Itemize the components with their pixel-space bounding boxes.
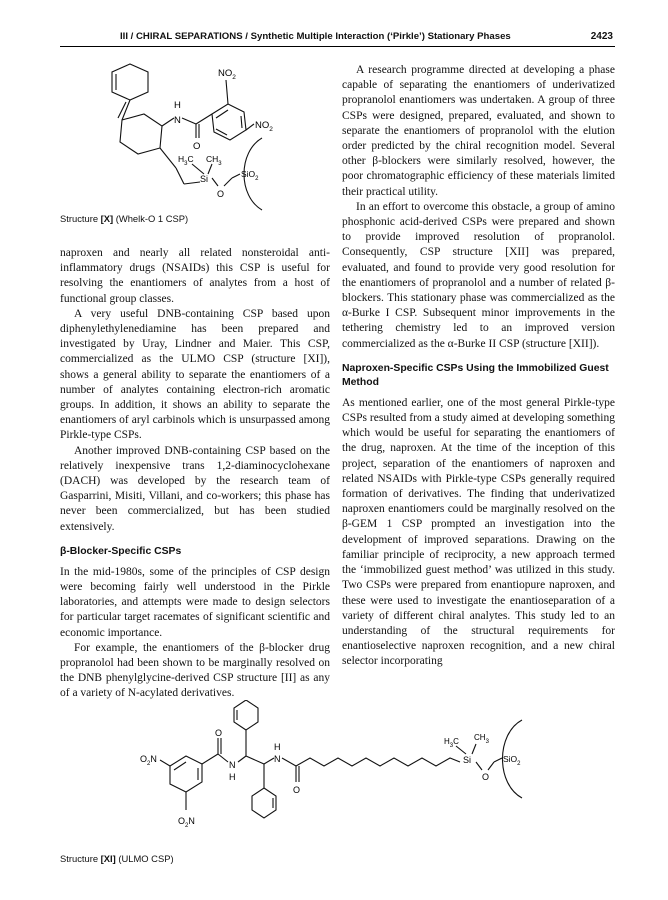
structure-xi-diagram xyxy=(130,700,570,832)
page-number: 2423 xyxy=(590,31,613,42)
running-header-title: III / CHIRAL SEPARATIONS / Synthetic Multiple Interaction (‘Pirkle’) Stationary Phases xyxy=(120,31,511,42)
label-o-carbonyl: O xyxy=(193,141,201,152)
ring-phenyl-lower xyxy=(252,788,276,818)
label-no2-right: $NO_2$ xyxy=(255,120,273,133)
label-h-right: H xyxy=(274,742,281,752)
label-n-left: N xyxy=(229,760,236,770)
label-n-right: N xyxy=(274,754,281,764)
label-o-right-carbonyl: O xyxy=(293,785,301,795)
label-si: Si xyxy=(200,174,209,184)
label-no2-top: $NO_2$ xyxy=(218,68,236,81)
ring-phenyl-upper xyxy=(234,700,258,730)
structure-xi-caption: Structure [XI] (ULMO CSP) xyxy=(60,853,174,864)
right-paragraph-2: In an effort to overcome this obstacle, a group of amino phosphonic acid-derived CSPs were prepared and shown to provide improved resolution of propranolol. Consequently, CSP structure [XII] was prepared, evaluated, and found to provide very good resolution for the enantiomers of propranolol and a number of related β-blockers. This stationary phase was commercialized as the α-Burke I CSP. Subsequent minor improvements in the tethering chemistry led to an improved version commercialized as the α-Burke II CSP (structure [XII]). xyxy=(342,200,615,350)
alkyl-chain xyxy=(296,758,460,766)
section-heading-beta-blocker: β-Blocker-Specific CSPs xyxy=(60,545,182,557)
left-paragraph-4: In the mid-1980s, some of the principles of CSP design were becoming fairly well understood in the Pirkle laboratories, and attempts were made to design selectors for particular target racemates of significant scientific and economic importance. xyxy=(60,565,330,639)
label-h3c: $H_3C$ xyxy=(178,154,194,167)
label-o-siloxane: O xyxy=(217,189,225,199)
label-ch3: $CH_3$ xyxy=(474,733,489,745)
left-column xyxy=(60,246,330,702)
right-paragraph-1: A research programme directed at developing a phase capable of separating the enantiomers of underivatized propranolol enantiomers was undertaken. A group of three CSPs were designed, prepared, evaluated, and shown to separate the enantiomers of propranolol with the elution order predicted by the chiral recognition model. Several other β-blockers were similarly resolved, however, the poor chromatographic efficiency of these materials limited their practical utility. xyxy=(342,64,615,198)
ring-dinitrophenyl xyxy=(170,756,202,792)
right-column xyxy=(342,63,615,670)
section-heading-naproxen: Naproxen-Specific CSPs Using the Immobilized Guest Method xyxy=(342,362,609,388)
left-paragraph-3: Another improved DNB-containing CSP based on the relatively inexpensive trans 1,2-diaminocyclohexane (DACH) was developed by the research team of Gasparrini, Misiti, Villani, and co-workers; this phase has never been commercialized, but has been studied extensively. xyxy=(60,444,330,533)
label-h-left: H xyxy=(229,772,236,782)
left-paragraph-5: For example, the enantiomers of the β-blocker drug propranolol had been shown to be marginally resolved on the DNB phenylglycine-derived CSP structure [II] as any of a variety of N-acylated derivatives. xyxy=(60,641,330,700)
label-h3c: $H_3C$ xyxy=(444,737,459,749)
ring-cyclohexane xyxy=(120,114,162,154)
running-header xyxy=(60,30,615,47)
label-o-siloxane: O xyxy=(482,772,490,782)
right-paragraph-3: As mentioned earlier, one of the most general Pirkle-type CSPs resulted from a study aimed at developing something which would be useful for separating the enantiomers of the drug, naproxen. At the time of the inception of this project, separation of the enantiomers of naproxen and related NSAIDs with Pirkle-type CSPs generally required formation of derivatives. The finding that underivatized naproxen enantiomers could be marginally resolved on the β-GEM 1 CSP prompted an investigation into the development of improved separations. Drawing on the familiar principle of reciprocity, a new approach termed the ‘immobilized guest method’ was utilized in this study. Two CSPs were prepared from enantiopure naproxen, and these were used to investigate the enantioseparation of a variety of different chiral analytes. This study led to an understanding of the structural requirements for enantioselective naproxen recognition, and a new chiral selector incorporating xyxy=(342,396,615,668)
ring-dinitrobenzoyl xyxy=(212,104,246,140)
label-o-left-carbonyl: O xyxy=(215,728,223,738)
ring-cyclohexene xyxy=(112,64,148,100)
left-paragraph-1: naproxen and nearly all related nonsteroidal anti-inflammatory drugs (NSAIDs) this CSP is useful for resolving the enantiomers of analytes from a host of functional group classes. xyxy=(60,247,330,305)
label-ch3: $CH_3$ xyxy=(206,154,222,167)
label-n: N xyxy=(174,115,181,126)
label-no2-bottom: $O_2N$ xyxy=(178,816,195,829)
label-sio2: SiO$_2$ xyxy=(241,169,259,182)
label-si: Si xyxy=(463,755,472,765)
label-o2n: $O_2N$ xyxy=(140,754,157,767)
label-sio2: SiO$_2$ xyxy=(503,754,521,767)
structure-x-diagram xyxy=(100,56,330,214)
left-paragraph-2: A very useful DNB-containing CSP based upon diphenylethylenediamine has been prepared and investigated by Uray, Lindner and Maier. This CSP, commercialized as the ULMO CSP (structure [XI]), shows a general ability to separate the enantiomers of a number of analytes containing electron-rich aromatic groups. In addition, it shows an ability to separate the enantiomers of aryl carbinols which is unsurpassed among Pirkle-type CSPs. xyxy=(60,307,330,442)
structure-x-caption: Structure [X] (Whelk-O 1 CSP) xyxy=(60,213,189,224)
label-h: H xyxy=(174,100,181,111)
